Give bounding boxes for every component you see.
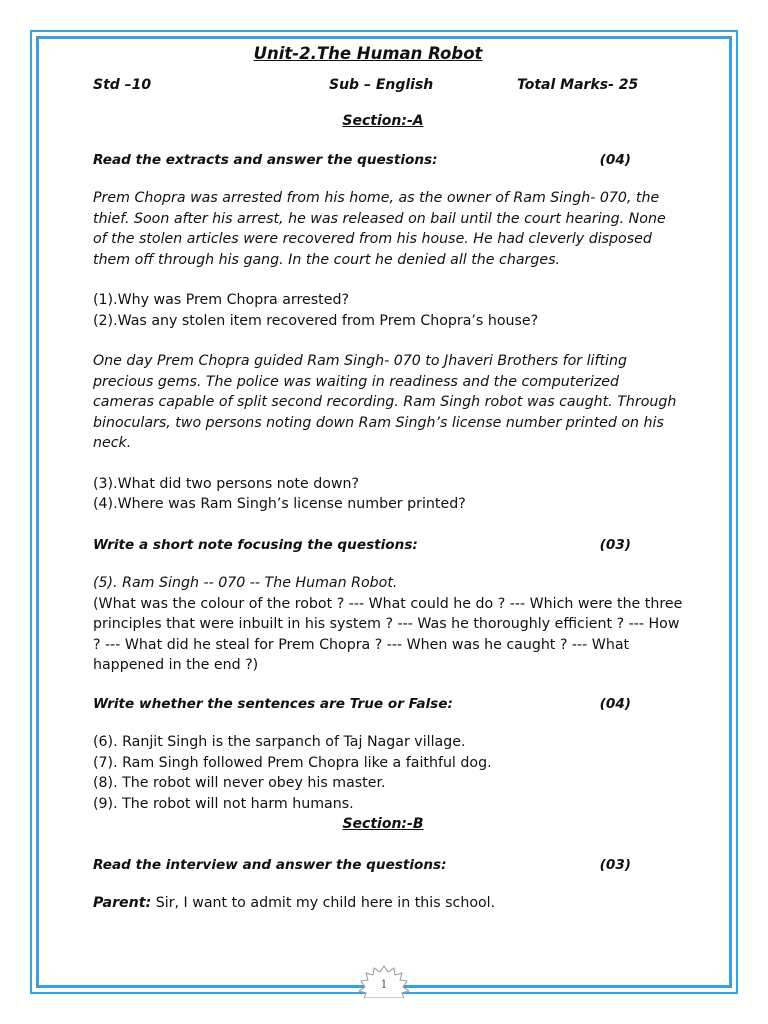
question-9: (9). The robot will not harm humans. xyxy=(93,795,354,812)
instruction-text: Write a short note focusing the questions: xyxy=(93,536,418,553)
question-3: (3).What did two persons note down? xyxy=(93,475,360,492)
section-b-heading: Section:-B xyxy=(342,816,424,832)
marks-label: (04) xyxy=(599,695,631,712)
page-number-badge xyxy=(352,958,416,998)
extract-passage-2: One day Prem Chopra guided Ram Singh- 070 to Jhaveri Brothers for lifting precious gems. The police was waiting in readiness and the computerized cameras capable of split second recording. Ram Singh robot was caught. Through binoculars, two persons noting down Ram Singh’s license number printed on his neck. xyxy=(93,353,677,451)
marks-label: (04) xyxy=(599,151,631,168)
instruction-short-note xyxy=(93,535,683,556)
question-1: (1).Why was Prem Chopra arrested? xyxy=(93,292,349,308)
worksheet-content xyxy=(93,44,683,914)
marks-label: (03) xyxy=(599,536,631,553)
standard-label: Std –10 xyxy=(93,76,152,93)
marks-label: (03) xyxy=(599,856,631,873)
question-8: (8). The robot will never obey his master. xyxy=(93,775,386,791)
instruction-true-false xyxy=(93,694,683,715)
question-6: (6). Ranjit Singh is the sarpanch of Taj Nagar village. xyxy=(93,734,466,750)
question-4: (4).Where was Ram Singh’s license number printed? xyxy=(93,496,466,512)
section-a-heading: Section:-A xyxy=(342,113,424,129)
total-marks-label: Total Marks- 25 xyxy=(517,76,639,93)
instruction-extracts xyxy=(93,150,683,171)
instruction-text: Write whether the sentences are True or False: xyxy=(93,695,453,712)
worksheet-title: Unit-2.The Human Robot xyxy=(253,44,483,63)
question-7: (7). Ram Singh followed Prem Chopra like a faithful dog. xyxy=(93,754,492,771)
question-5-title: (5). Ram Singh -- 070 -- The Human Robot. xyxy=(93,575,398,591)
interview-line xyxy=(93,893,683,914)
question-group-2 xyxy=(93,474,683,515)
speaker-label: Parent: xyxy=(93,895,152,911)
subject-label: Sub – English xyxy=(329,76,434,93)
page-number: 1 xyxy=(380,978,388,991)
question-5-hints: (What was the colour of the robot ? --- What could he do ? --- Which were the three principles that were inbuilt in his system ? --- Was he thoroughly efficient ? --- How ? --- What did he steal for Prem Chopra ? --- When was he caught ? --- What happened in the end ?) xyxy=(93,595,683,673)
worksheet-meta xyxy=(93,75,683,96)
speaker-text: Sir, I want to admit my child here in this school. xyxy=(151,895,496,911)
instruction-text: Read the interview and answer the questions: xyxy=(93,856,447,873)
question-group-1 xyxy=(93,290,683,331)
question-2: (2).Was any stolen item recovered from Prem Chopra’s house? xyxy=(93,312,539,329)
instruction-text: Read the extracts and answer the questions: xyxy=(93,151,438,168)
true-false-list xyxy=(93,732,683,814)
extract-passage-1: Prem Chopra was arrested from his home, as the owner of Ram Singh- 070, the thief. Soon after his arrest, he was released on bail until the court hearing. None of the stolen articles were recovered from his house. He had cleverly disposed them off through his gang. In the court he denied all the charges. xyxy=(93,190,666,268)
instruction-interview xyxy=(93,855,683,876)
